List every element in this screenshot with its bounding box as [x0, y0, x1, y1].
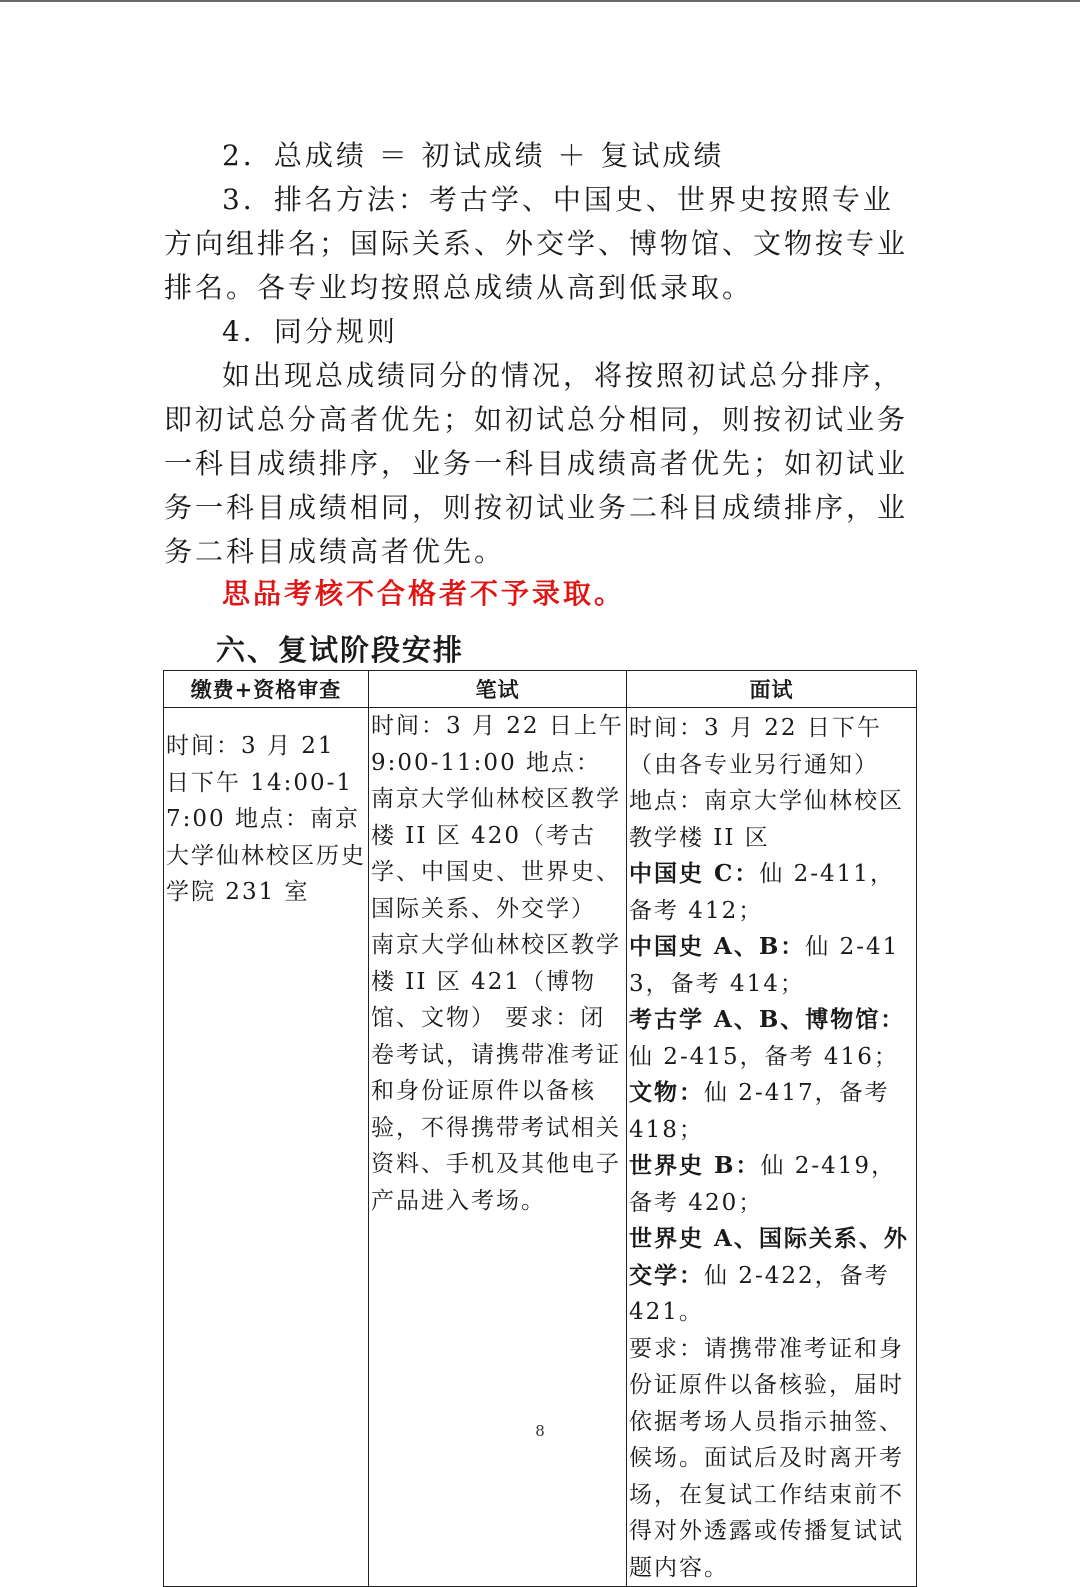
room-number: 仙 2-411，备考 412； — [629, 861, 895, 924]
room-group: 中国史 A、B： — [629, 933, 806, 960]
room-number: 仙 2-413，备考 414； — [629, 934, 900, 997]
room-number: 仙 2-419，备考 420； — [629, 1153, 897, 1216]
interview-time: 时间：3 月 22 日下午（由各专业另行通知） — [629, 715, 882, 778]
room-group: 世界史 A、国际关系、外交学： — [629, 1225, 909, 1289]
room-group: 世界史 B： — [629, 1152, 761, 1179]
room-entry — [629, 856, 914, 929]
header-fee-qualification: 缴费+资格审查 — [164, 671, 369, 708]
section-heading: 六、复试阶段安排 — [216, 633, 465, 667]
room-entry — [629, 1002, 914, 1075]
page-number: 8 — [535, 1422, 545, 1440]
red-warning-note: 思品考核不合格者不予录取。 — [222, 577, 626, 610]
paragraph-tie-rule-title: 4．同分规则 — [222, 315, 398, 348]
cell-interview — [627, 708, 917, 1587]
interview-requirement: 要求：请携带准考证和身份证原件以备核验，届时依据考场人员指示抽签、候场。面试后及时离开考场，在复试工作结束前不得对外透露或传播复试试题内容。 — [629, 1335, 904, 1581]
table-header-row — [164, 671, 917, 708]
written-exam-text: 时间：3 月 22 日上午 9:00-11:00 地点：南京大学仙林校区教学楼 II 区 420（考古学、中国史、世界史、国际关系、外交学） 南京大学仙林校区教学楼 II 区 421（博物馆、文物） 要求：闭卷考试，请携带准考证和身份证原件以备核验，不得携带考试相关资料、手机及其他电子产品进入考场。 — [371, 713, 624, 1214]
room-entry — [629, 1221, 914, 1331]
header-interview: 面试 — [627, 671, 917, 708]
room-number: 仙 2-417，备考 418； — [629, 1080, 890, 1143]
room-number: 仙 2-422，备考 421。 — [629, 1262, 890, 1325]
cell-fee-qualification — [164, 708, 369, 1587]
fee-qualification-text: 时间：3 月 21 日下午 14:00-17:00 地点：南京大学仙林校区历史学院 231 室 — [166, 733, 366, 905]
top-rule — [0, 0, 1080, 2]
room-group: 考古学 A、B、博物馆： — [629, 1006, 906, 1033]
paragraph-tie-rule-body: 如出现总成绩同分的情况，将按照初试总分排序，即初试总分高者优先；如初试总分相同，则按初试业务一科目成绩排序，业务一科目成绩高者优先；如初试业务一科目成绩相同，则按初试业务二科目成绩排序，业务二科目成绩高者优先。 — [164, 359, 909, 568]
room-entry — [629, 1148, 914, 1221]
paragraph-ranking-method: 3．排名方法：考古学、中国史、世界史按照专业方向组排名；国际关系、外交学、博物馆、文物按专业排名。各专业均按照总成绩从高到低录取。 — [164, 183, 909, 304]
room-group: 文物： — [629, 1079, 704, 1106]
interview-place: 地点：南京大学仙林校区教学楼 II 区 — [629, 788, 904, 851]
paragraph-total-score: 2．总成绩 ＝ 初试成绩 ＋ 复试成绩 — [222, 139, 725, 172]
room-entry — [629, 1075, 914, 1148]
schedule-table — [163, 670, 917, 1587]
room-group: 中国史 C： — [629, 860, 760, 887]
cell-written-exam — [369, 708, 627, 1587]
room-number: 仙 2-415，备考 416； — [629, 1043, 899, 1070]
room-entry — [629, 929, 914, 1002]
header-written-exam: 笔试 — [369, 671, 627, 708]
table-row — [164, 708, 917, 1587]
